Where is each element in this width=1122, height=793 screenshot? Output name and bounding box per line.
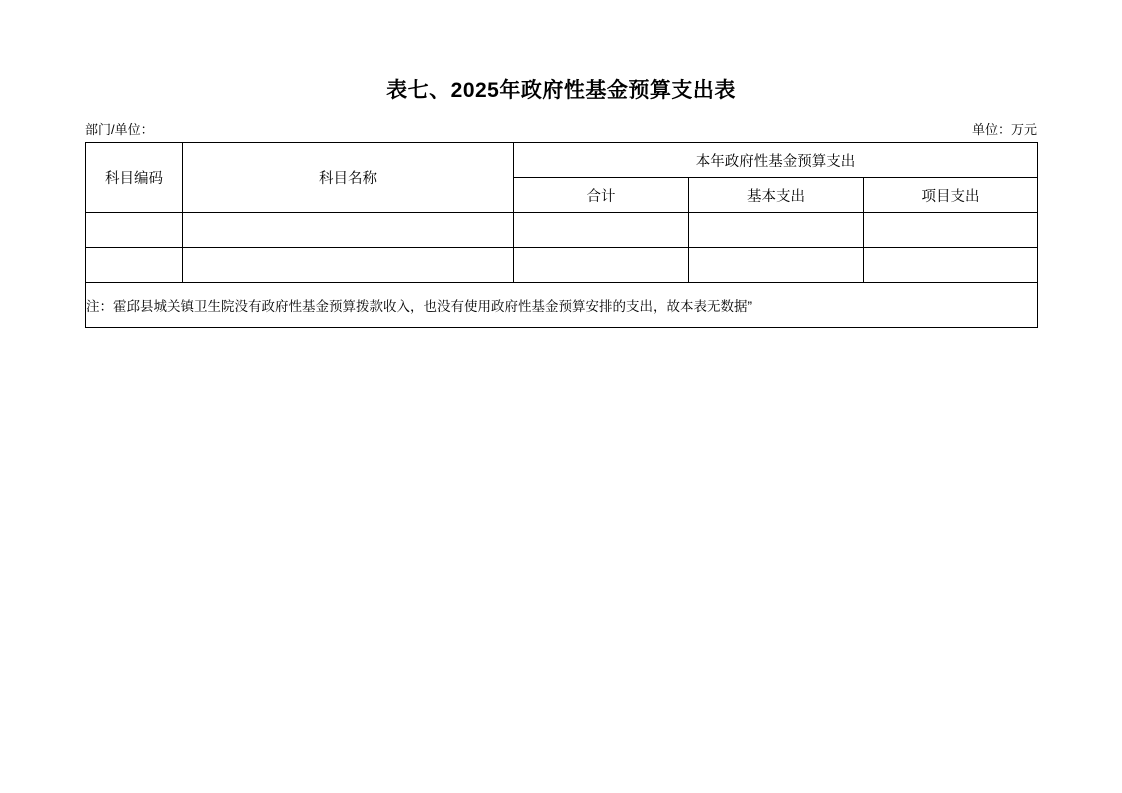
cell-subject-code — [86, 213, 183, 248]
page-title: 表七、2025年政府性基金预算支出表 — [386, 79, 736, 102]
cell-project-expenditure — [864, 213, 1038, 248]
cell-subject-name — [183, 248, 514, 283]
meta-row — [85, 119, 1037, 137]
cell-subject-name — [183, 213, 514, 248]
cell-total — [514, 248, 689, 283]
unit-label: 单位：万元 — [971, 122, 1037, 137]
header-project-expenditure: 项目支出 — [864, 178, 1038, 213]
department-label: 部门/单位： — [85, 122, 154, 137]
cell-basic-expenditure — [689, 248, 864, 283]
cell-total — [514, 213, 689, 248]
table-row — [86, 213, 1038, 248]
header-basic-expenditure: 基本支出 — [689, 178, 864, 213]
cell-project-expenditure — [864, 248, 1038, 283]
cell-subject-code — [86, 248, 183, 283]
table-header-row-1 — [86, 143, 1038, 178]
header-subject-name: 科目名称 — [183, 143, 514, 213]
table-note-row — [86, 283, 1038, 328]
table-row — [86, 248, 1038, 283]
table-note: 注：霍邱县城关镇卫生院没有政府性基金预算拨款收入，也没有使用政府性基金预算安排的支出，故本表无数据” — [86, 283, 1038, 328]
header-total: 合计 — [514, 178, 689, 213]
header-group-current-year: 本年政府性基金预算支出 — [514, 143, 1038, 178]
cell-basic-expenditure — [689, 213, 864, 248]
header-subject-code: 科目编码 — [86, 143, 183, 213]
budget-expenditure-table — [85, 142, 1038, 328]
